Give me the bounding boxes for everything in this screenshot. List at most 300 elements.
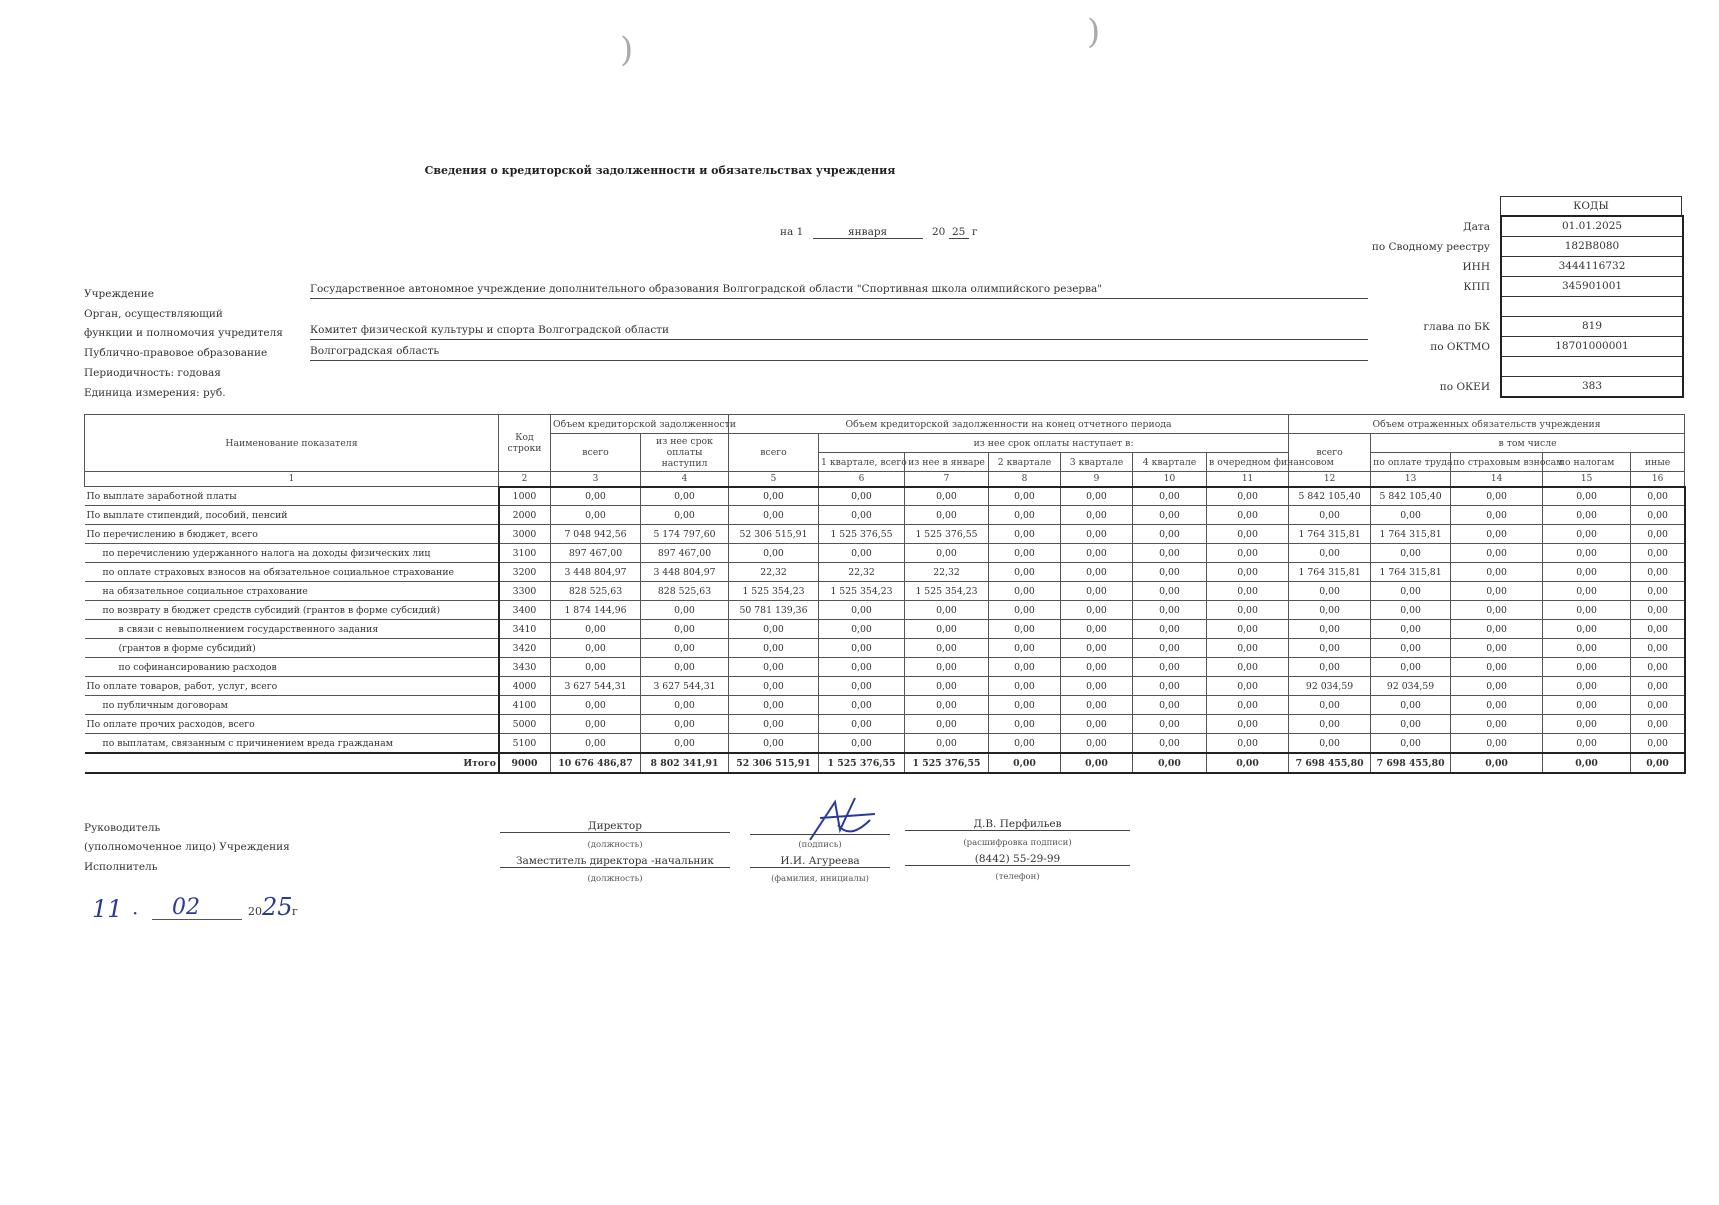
column-number: 2 — [499, 472, 551, 487]
cell-value: 0,00 — [641, 639, 729, 658]
header-labor: по оплате труда — [1371, 453, 1451, 472]
cell-value: 0,00 — [1133, 677, 1207, 696]
cell-value: 5 842 105,40 — [1371, 487, 1451, 506]
cell-value: 0,00 — [905, 487, 989, 506]
code-value: 383 — [1581, 380, 1603, 392]
date-prefix: на 1 — [780, 226, 804, 238]
hw-suffix: г — [292, 905, 298, 918]
cell-value: 1 525 354,23 — [819, 582, 905, 601]
cell-value: 0,00 — [1133, 734, 1207, 754]
row-code: 3200 — [499, 563, 551, 582]
cell-value: 0,00 — [1631, 734, 1685, 754]
cell-value: 7 698 455,80 — [1371, 753, 1451, 773]
column-number: 10 — [1133, 472, 1207, 487]
row-name: По выплате стипендий, пособий, пенсий — [85, 506, 499, 525]
cell-value: 0,00 — [1371, 506, 1451, 525]
row-name: по оплате страховых взносов на обязательное социальное страхование — [85, 563, 499, 582]
cell-value: 0,00 — [819, 506, 905, 525]
cell-value: 0,00 — [1207, 677, 1289, 696]
cell-value: 0,00 — [1631, 696, 1685, 715]
creditor-table — [84, 414, 1685, 774]
cell-value: 0,00 — [1543, 525, 1631, 544]
cell-value: 0,00 — [1371, 696, 1451, 715]
cell-value: 0,00 — [1543, 753, 1631, 773]
founder-value: Комитет физической культуры и спорта Волгоградской области — [310, 324, 1368, 340]
cell-value: 0,00 — [819, 639, 905, 658]
cell-value: 0,00 — [1061, 487, 1133, 506]
cell-value: 0,00 — [641, 658, 729, 677]
cell-value: 0,00 — [1133, 715, 1207, 734]
cell-value: 3 448 804,97 — [551, 563, 641, 582]
table-row — [85, 601, 1685, 620]
cell-value: 0,00 — [1631, 563, 1685, 582]
cell-value: 0,00 — [551, 658, 641, 677]
cell-value: 0,00 — [905, 601, 989, 620]
cell-value: 0,00 — [729, 658, 819, 677]
cell-value: 0,00 — [1451, 753, 1543, 773]
cell-value: 0,00 — [1451, 639, 1543, 658]
cell-value: 0,00 — [641, 696, 729, 715]
cell-value: 828 525,63 — [551, 582, 641, 601]
row-name: на обязательное социальное страхование — [85, 582, 499, 601]
cell-value: 0,00 — [1207, 601, 1289, 620]
head-name: Д.В. Перфильев — [905, 818, 1130, 831]
cell-value: 0,00 — [729, 639, 819, 658]
cell-value: 0,00 — [1451, 487, 1543, 506]
header-g3-total: всего — [1289, 434, 1371, 472]
caption-phone: (телефон) — [995, 872, 1040, 882]
cell-value: 22,32 — [729, 563, 819, 582]
cell-value: 1 764 315,81 — [1289, 525, 1371, 544]
stray-mark: ) — [620, 30, 634, 70]
cell-value: 0,00 — [1061, 658, 1133, 677]
cell-value: 0,00 — [1133, 487, 1207, 506]
executor-label: Исполнитель — [84, 861, 158, 873]
column-numbers-row — [85, 472, 1685, 487]
cell-value: 0,00 — [1631, 753, 1685, 773]
cell-value: 0,00 — [641, 715, 729, 734]
cell-value: 0,00 — [1133, 620, 1207, 639]
cell-value: 0,00 — [1061, 563, 1133, 582]
header-g1-due: из нее срок оплаты наступил — [641, 434, 729, 472]
cell-value: 0,00 — [989, 544, 1061, 563]
cell-value: 0,00 — [1631, 601, 1685, 620]
cell-value: 0,00 — [641, 601, 729, 620]
row-name: По выплате заработной платы — [85, 487, 499, 506]
cell-value: 0,00 — [551, 639, 641, 658]
code-value: 01.01.2025 — [1502, 217, 1682, 237]
code-label: по ОКЕИ — [1439, 381, 1490, 393]
cell-value: 0,00 — [989, 677, 1061, 696]
header-q1: 1 квартале, всего — [819, 453, 905, 472]
cell-value: 0,00 — [1631, 639, 1685, 658]
ppo-label: Публично-правовое образование — [84, 347, 268, 359]
header-g2-sub: из нее срок оплаты наступает в: — [819, 434, 1289, 453]
executor-position: Заместитель директора -начальник — [500, 855, 730, 868]
cell-value: 0,00 — [729, 620, 819, 639]
column-number: 11 — [1207, 472, 1289, 487]
cell-value: 8 802 341,91 — [641, 753, 729, 773]
periodicity: Периодичность: годовая — [84, 367, 221, 379]
cell-value: 0,00 — [989, 620, 1061, 639]
cell-value: 22,32 — [905, 563, 989, 582]
code-value: 18701000001 — [1502, 337, 1682, 357]
cell-value: 0,00 — [819, 620, 905, 639]
cell-value: 0,00 — [1451, 677, 1543, 696]
column-number: 14 — [1451, 472, 1543, 487]
institution-value: Государственное автономное учреждение дополнительного образования Волгоградской области "Спортивная школа олимпийского резерва" — [310, 283, 1368, 299]
cell-value: 0,00 — [1371, 639, 1451, 658]
column-number: 4 — [641, 472, 729, 487]
cell-value: 0,00 — [1289, 506, 1371, 525]
cell-value: 0,00 — [1371, 582, 1451, 601]
stray-mark: ) — [1087, 12, 1101, 52]
cell-value: 22,32 — [819, 563, 905, 582]
cell-value: 0,00 — [1207, 715, 1289, 734]
cell-value: 0,00 — [989, 715, 1061, 734]
cell-value: 0,00 — [1207, 506, 1289, 525]
cell-value: 3 627 544,31 — [551, 677, 641, 696]
header-code: Код строки — [499, 415, 551, 472]
cell-value: 0,00 — [989, 639, 1061, 658]
cell-value: 0,00 — [989, 696, 1061, 715]
header-group-1: Объем кредиторской задолженности — [551, 415, 729, 434]
row-code: 5100 — [499, 734, 551, 754]
code-label: Дата — [1463, 221, 1490, 233]
header-group-2: Объем кредиторской задолженности на конец отчетного периода — [729, 415, 1289, 434]
cell-value: 0,00 — [1289, 715, 1371, 734]
row-code: 3000 — [499, 525, 551, 544]
cell-value: 0,00 — [1133, 506, 1207, 525]
cell-value: 0,00 — [1451, 715, 1543, 734]
cell-value: 0,00 — [819, 677, 905, 696]
cell-value: 0,00 — [1289, 544, 1371, 563]
cell-value: 0,00 — [1133, 563, 1207, 582]
column-number: 1 — [85, 472, 499, 487]
cell-value: 0,00 — [1631, 544, 1685, 563]
caption-signature: (подпись) — [798, 840, 842, 850]
cell-value: 10 676 486,87 — [551, 753, 641, 773]
cell-value: 0,00 — [989, 525, 1061, 544]
cell-value: 0,00 — [1451, 734, 1543, 754]
cell-value: 0,00 — [551, 620, 641, 639]
cell-value: 7 698 455,80 — [1289, 753, 1371, 773]
table-row — [85, 506, 1685, 525]
table-row — [85, 525, 1685, 544]
column-number: 7 — [905, 472, 989, 487]
total-row — [85, 753, 1685, 773]
column-number: 3 — [551, 472, 641, 487]
row-code: 4000 — [499, 677, 551, 696]
caption-position: (должность) — [587, 840, 643, 850]
cell-value: 0,00 — [1543, 677, 1631, 696]
cell-value: 0,00 — [1061, 639, 1133, 658]
code-label: по Сводному реестру — [1371, 241, 1490, 253]
table-row — [85, 544, 1685, 563]
cell-value: 0,00 — [729, 677, 819, 696]
cell-value: 0,00 — [1451, 601, 1543, 620]
cell-value: 897 467,00 — [551, 544, 641, 563]
cell-value: 0,00 — [1207, 582, 1289, 601]
cell-value: 0,00 — [819, 696, 905, 715]
date-line — [780, 226, 978, 239]
table-row — [85, 696, 1685, 715]
row-name: По оплате товаров, работ, услуг, всего — [85, 677, 499, 696]
cell-value: 52 306 515,91 — [729, 753, 819, 773]
table-row — [85, 620, 1685, 639]
cell-value: 0,00 — [641, 620, 729, 639]
cell-value: 0,00 — [989, 734, 1061, 754]
cell-value: 0,00 — [1061, 620, 1133, 639]
header-g1-total: всего — [551, 434, 641, 472]
cell-value: 0,00 — [1631, 658, 1685, 677]
cell-value: 0,00 — [1061, 506, 1133, 525]
cell-value: 0,00 — [1061, 544, 1133, 563]
cell-value: 0,00 — [1543, 544, 1631, 563]
head-label-2: (уполномоченное лицо) Учреждения — [84, 841, 290, 853]
cell-value: 0,00 — [551, 487, 641, 506]
cell-value: 0,00 — [1207, 487, 1289, 506]
header-name: Наименование показателя — [85, 415, 499, 472]
cell-value: 0,00 — [1133, 639, 1207, 658]
header-other: иные — [1631, 453, 1685, 472]
cell-value: 0,00 — [1371, 544, 1451, 563]
head-label-1: Руководитель — [84, 822, 161, 834]
caption-fio: (фамилия, инициалы) — [771, 874, 869, 884]
cell-value: 3 448 804,97 — [641, 563, 729, 582]
institution-label: Учреждение — [84, 288, 155, 300]
cell-value: 0,00 — [1631, 620, 1685, 639]
cell-value: 0,00 — [1371, 601, 1451, 620]
table-row — [85, 658, 1685, 677]
cell-value: 0,00 — [1451, 563, 1543, 582]
header-q2: 2 квартале — [989, 453, 1061, 472]
cell-value: 0,00 — [1543, 487, 1631, 506]
cell-value: 0,00 — [1543, 563, 1631, 582]
cell-value: 0,00 — [1289, 696, 1371, 715]
hw-dot: · — [132, 901, 139, 925]
cell-value: 0,00 — [905, 620, 989, 639]
cell-value: 0,00 — [1061, 525, 1133, 544]
code-label: по ОКТМО — [1430, 341, 1490, 353]
founder-label-1: Орган, осуществляющий — [84, 308, 223, 320]
table-row — [85, 715, 1685, 734]
codes-values — [1500, 215, 1684, 398]
cell-value: 0,00 — [819, 487, 905, 506]
date-month: января — [813, 226, 923, 239]
cell-value: 0,00 — [1133, 658, 1207, 677]
cell-value: 0,00 — [1289, 639, 1371, 658]
cell-value: 0,00 — [1451, 525, 1543, 544]
row-name: по возврату в бюджет средств субсидий (грантов в форме субсидий) — [85, 601, 499, 620]
row-name: по перечислению удержанного налога на доходы физических лиц — [85, 544, 499, 563]
row-name: По оплате прочих расходов, всего — [85, 715, 499, 734]
column-number: 6 — [819, 472, 905, 487]
row-code: 2000 — [499, 506, 551, 525]
cell-value: 0,00 — [819, 715, 905, 734]
cell-value: 0,00 — [1543, 506, 1631, 525]
column-number: 13 — [1371, 472, 1451, 487]
code-value: 3444116732 — [1502, 257, 1682, 277]
cell-value: 0,00 — [729, 544, 819, 563]
header-next-year: в очередном финансовом — [1207, 453, 1289, 472]
code-label — [1350, 357, 1490, 377]
cell-value: 0,00 — [1133, 753, 1207, 773]
cell-value: 0,00 — [819, 658, 905, 677]
cell-value: 50 781 139,36 — [729, 601, 819, 620]
cell-value: 92 034,59 — [1289, 677, 1371, 696]
cell-value: 0,00 — [1543, 582, 1631, 601]
code-value — [1502, 357, 1682, 377]
row-name: по публичным договорам — [85, 696, 499, 715]
hw-month: 02 — [172, 895, 200, 920]
cell-value: 0,00 — [989, 753, 1061, 773]
cell-value: 0,00 — [1289, 601, 1371, 620]
header-g3-incl: в том числе — [1371, 434, 1685, 453]
code-value: 182В8080 — [1502, 237, 1682, 257]
cell-value: 0,00 — [819, 601, 905, 620]
cell-value: 0,00 — [1133, 544, 1207, 563]
cell-value: 0,00 — [1543, 658, 1631, 677]
cell-value: 1 874 144,96 — [551, 601, 641, 620]
cell-value: 0,00 — [1061, 677, 1133, 696]
cell-value: 0,00 — [729, 734, 819, 754]
table-body — [85, 487, 1685, 774]
cell-value: 0,00 — [1207, 639, 1289, 658]
row-name: по софинансированию расходов — [85, 658, 499, 677]
code-value — [1502, 297, 1682, 317]
cell-value: 0,00 — [729, 715, 819, 734]
handwritten-date — [92, 895, 322, 929]
header-q4: 4 квартале — [1133, 453, 1207, 472]
cell-value: 0,00 — [1543, 639, 1631, 658]
unit: Единица измерения: руб. — [84, 387, 226, 399]
cell-value: 0,00 — [905, 696, 989, 715]
cell-value: 0,00 — [641, 734, 729, 754]
cell-value: 0,00 — [729, 487, 819, 506]
cell-value: 0,00 — [819, 544, 905, 563]
cell-value: 0,00 — [729, 506, 819, 525]
cell-value: 0,00 — [1207, 544, 1289, 563]
row-name: по выплатам, связанным с причинением вреда гражданам — [85, 734, 499, 754]
code-label: глава по БК — [1423, 321, 1490, 333]
cell-value: 0,00 — [1207, 658, 1289, 677]
cell-value: 0,00 — [1061, 753, 1133, 773]
cell-value: 0,00 — [905, 658, 989, 677]
cell-value: 0,00 — [905, 715, 989, 734]
cell-value: 0,00 — [1289, 582, 1371, 601]
founder-label-2: функции и полномочия учредителя — [84, 327, 283, 339]
cell-value: 0,00 — [1371, 658, 1451, 677]
cell-value: 0,00 — [1451, 620, 1543, 639]
cell-value: 0,00 — [1631, 525, 1685, 544]
cell-value: 0,00 — [1371, 734, 1451, 754]
column-number: 9 — [1061, 472, 1133, 487]
header-q3: 3 квартале — [1061, 453, 1133, 472]
cell-value: 0,00 — [1207, 734, 1289, 754]
cell-value: 0,00 — [1631, 582, 1685, 601]
table-row — [85, 582, 1685, 601]
row-name: Итого — [85, 753, 499, 773]
cell-value: 0,00 — [1061, 734, 1133, 754]
cell-value: 0,00 — [551, 506, 641, 525]
cell-value: 1 764 315,81 — [1371, 563, 1451, 582]
row-code: 1000 — [499, 487, 551, 506]
cell-value: 0,00 — [1207, 696, 1289, 715]
cell-value: 0,00 — [1207, 525, 1289, 544]
cell-value: 0,00 — [1207, 753, 1289, 773]
row-code: 3420 — [499, 639, 551, 658]
caption-position-2: (должность) — [587, 874, 643, 884]
cell-value: 0,00 — [1543, 601, 1631, 620]
cell-value: 0,00 — [1451, 582, 1543, 601]
code-label: КПП — [1463, 281, 1490, 293]
cell-value: 0,00 — [1289, 658, 1371, 677]
cell-value: 0,00 — [1289, 620, 1371, 639]
cell-value: 828 525,63 — [641, 582, 729, 601]
cell-value: 0,00 — [1543, 715, 1631, 734]
codes-header: КОДЫ — [1500, 196, 1682, 215]
cell-value: 0,00 — [989, 487, 1061, 506]
cell-value: 0,00 — [1451, 506, 1543, 525]
cell-value: 92 034,59 — [1371, 677, 1451, 696]
cell-value: 0,00 — [989, 582, 1061, 601]
cell-value: 0,00 — [1631, 506, 1685, 525]
column-number: 12 — [1289, 472, 1371, 487]
table-row — [85, 639, 1685, 658]
cell-value: 0,00 — [1061, 582, 1133, 601]
caption-name-decoded: (расшифровка подписи) — [963, 838, 1072, 848]
date-year: 25 — [949, 226, 969, 239]
code-label: ИНН — [1462, 261, 1490, 273]
cell-value: 0,00 — [989, 563, 1061, 582]
cell-value: 0,00 — [1061, 601, 1133, 620]
cell-value: 897 467,00 — [641, 544, 729, 563]
hw-day: 11 — [92, 895, 123, 923]
header-tax: по налогам — [1543, 453, 1631, 472]
cell-value: 0,00 — [1451, 658, 1543, 677]
cell-value: 0,00 — [989, 506, 1061, 525]
cell-value: 0,00 — [1543, 734, 1631, 754]
table-row — [85, 487, 1685, 506]
column-number: 8 — [989, 472, 1061, 487]
cell-value: 52 306 515,91 — [729, 525, 819, 544]
header-q1-jan: из нее в январе — [905, 453, 989, 472]
row-name: в связи с невыполнением государственного задания — [85, 620, 499, 639]
cell-value: 0,00 — [1133, 696, 1207, 715]
executor-name: И.И. Агуреева — [750, 855, 890, 868]
cell-value: 0,00 — [1061, 715, 1133, 734]
cell-value: 0,00 — [1061, 696, 1133, 715]
cell-value: 0,00 — [1631, 487, 1685, 506]
code-label — [1350, 297, 1490, 317]
cell-value: 0,00 — [1543, 696, 1631, 715]
cell-value: 0,00 — [905, 639, 989, 658]
cell-value: 0,00 — [905, 677, 989, 696]
cell-value: 0,00 — [905, 544, 989, 563]
cell-value: 0,00 — [1543, 620, 1631, 639]
cell-value: 1 525 376,55 — [819, 753, 905, 773]
codes-labels — [1350, 217, 1490, 397]
table-row — [85, 563, 1685, 582]
document-title: Сведения о кредиторской задолженности и обязательствах учреждения — [424, 164, 896, 177]
cell-value: 0,00 — [819, 734, 905, 754]
code-value: 819 — [1502, 317, 1682, 337]
row-code: 3100 — [499, 544, 551, 563]
cell-value: 0,00 — [989, 658, 1061, 677]
cell-value: 0,00 — [905, 506, 989, 525]
cell-value: 0,00 — [1289, 734, 1371, 754]
